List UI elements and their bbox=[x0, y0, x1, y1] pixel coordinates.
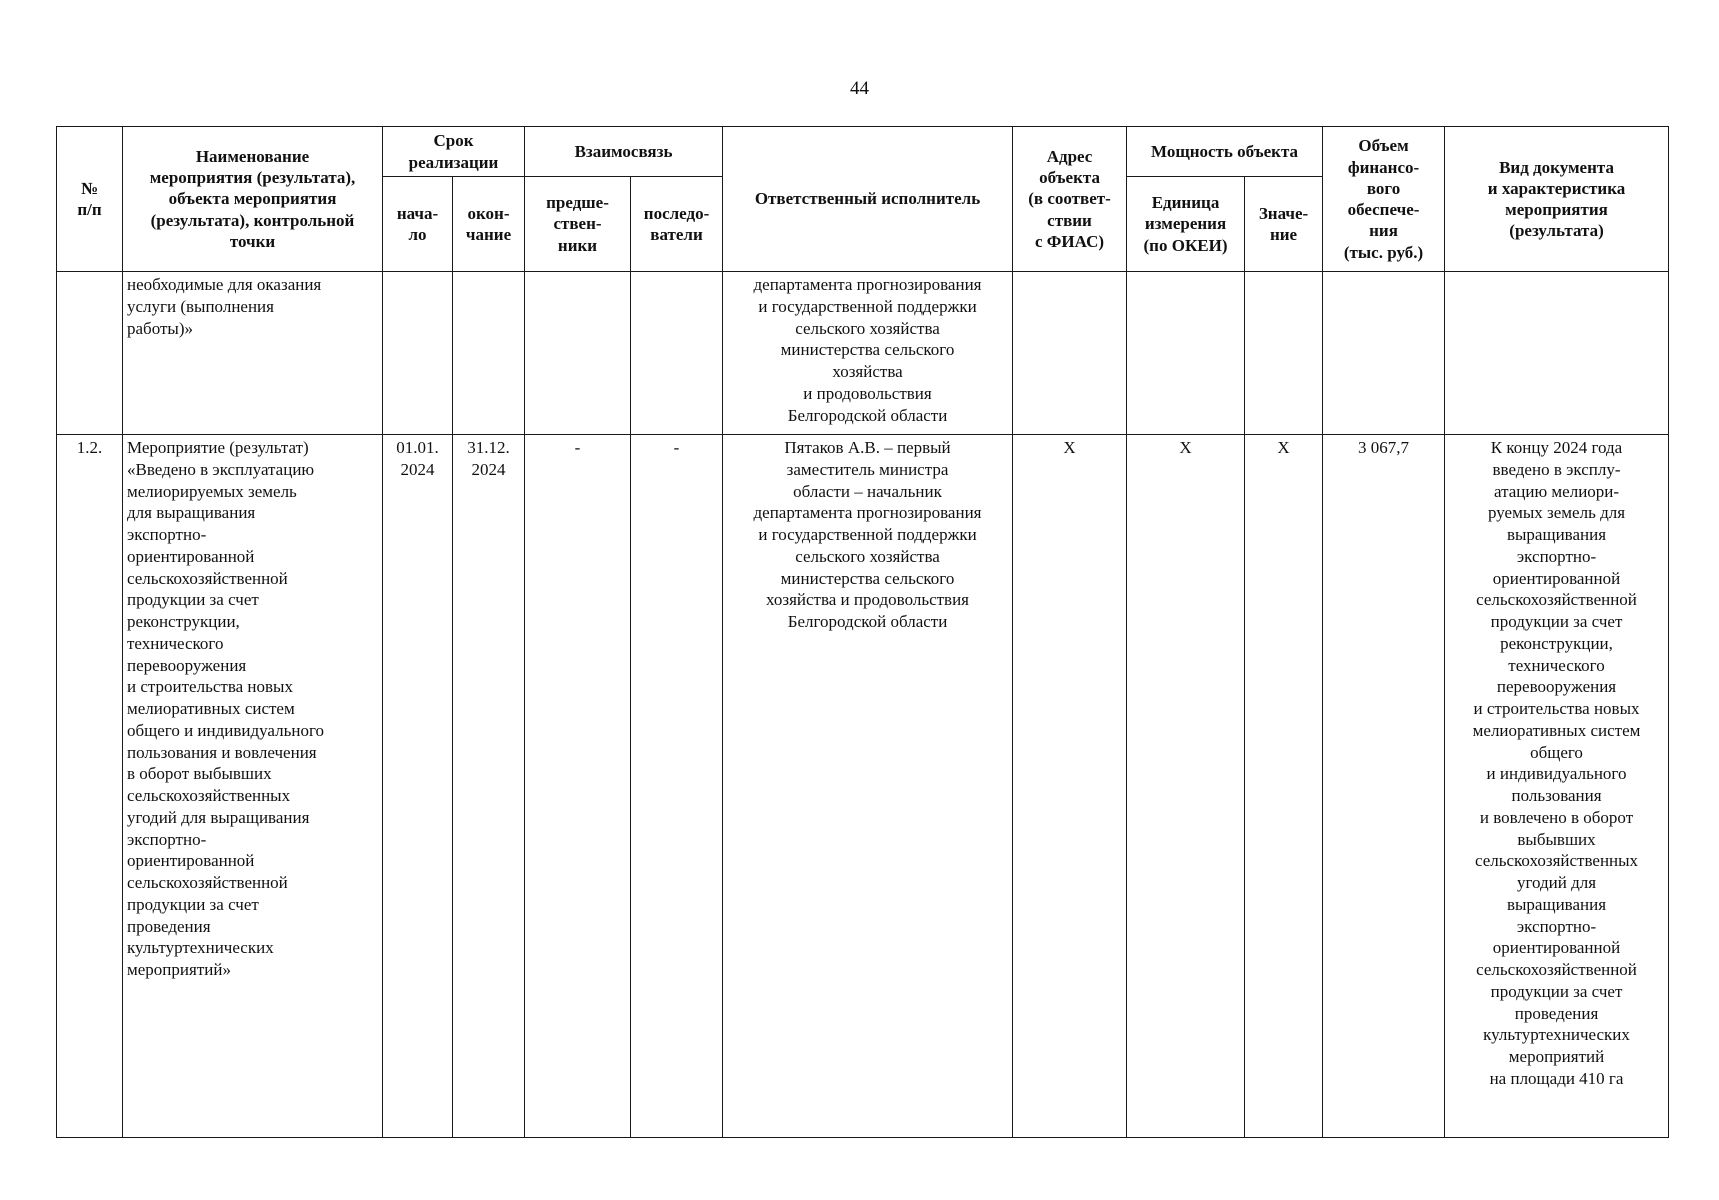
cell-address bbox=[1013, 272, 1127, 435]
cell-next bbox=[631, 272, 723, 435]
col-header-num: № п/п bbox=[57, 127, 123, 272]
cell-num: 1.2. bbox=[57, 435, 123, 1138]
cell-executor: Пятаков А.В. – первый заместитель министра области – начальник департамента прогнозирования и государственной поддержки сельского хозяйства министерства сельского хозяйства и продовольствия Белгородской области bbox=[723, 435, 1013, 1138]
col-header-capacity: Мощность объекта bbox=[1127, 127, 1323, 177]
cell-value bbox=[1245, 272, 1323, 435]
cell-value: Х bbox=[1245, 435, 1323, 1138]
cell-unit bbox=[1127, 272, 1245, 435]
cell-start: 01.01. 2024 bbox=[383, 435, 453, 1138]
cell-executor: департамента прогнозирования и государственной поддержки сельского хозяйства министерства сельского хозяйства и продовольствия Белгородской области bbox=[723, 272, 1013, 435]
cell-address: Х bbox=[1013, 435, 1127, 1138]
col-header-capacity-unit: Единица измерения (по ОКЕИ) bbox=[1127, 177, 1245, 272]
table-row bbox=[57, 435, 1669, 1138]
cell-doc bbox=[1445, 272, 1669, 435]
cell-doc: К концу 2024 года введено в эксплу- атацию мелиори- руемых земель для выращивания экспортно- ориентированной сельскохозяйственной продукции за счет реконструкции, технического перевооружения и строительства новых мелиоративных систем общего и индивидуального пользования и вовлечено в оборот выбывших сельскохозяйственных угодий для выращивания экспортно- ориентированной сельскохозяйственной продукции за счет проведения культуртехнических мероприятий на площади 410 га bbox=[1445, 435, 1669, 1138]
cell-num bbox=[57, 272, 123, 435]
col-header-link: Взаимосвязь bbox=[525, 127, 723, 177]
col-header-finance: Объем финансо- вого обеспече- ния (тыс. руб.) bbox=[1323, 127, 1445, 272]
col-header-executor: Ответственный исполнитель bbox=[723, 127, 1013, 272]
measures-table bbox=[56, 126, 1669, 1138]
cell-prev: - bbox=[525, 435, 631, 1138]
cell-finance bbox=[1323, 272, 1445, 435]
table-row bbox=[57, 272, 1669, 435]
header-row-1 bbox=[57, 127, 1669, 177]
col-header-address: Адрес объекта (в соответ- ствии с ФИАС) bbox=[1013, 127, 1127, 272]
cell-finance: 3 067,7 bbox=[1323, 435, 1445, 1138]
col-header-period-end: окон- чание bbox=[453, 177, 525, 272]
cell-start bbox=[383, 272, 453, 435]
col-header-capacity-value: Значе- ние bbox=[1245, 177, 1323, 272]
cell-end: 31.12. 2024 bbox=[453, 435, 525, 1138]
page-number: 44 bbox=[850, 78, 869, 99]
col-header-link-prev: предше- ствен- ники bbox=[525, 177, 631, 272]
cell-prev bbox=[525, 272, 631, 435]
col-header-link-next: последо- ватели bbox=[631, 177, 723, 272]
cell-name: Мероприятие (результат) «Введено в эксплуатацию мелиорируемых земель для выращивания экспортно- ориентированной сельскохозяйственной продукции за счет реконструкции, технического перевооружения и строительства новых мелиоративных систем общего и индивидуального пользования и вовлечения в оборот выбывших сельскохозяйственных угодий для выращивания экспортно- ориентированной сельскохозяйственной продукции за счет проведения культуртехнических мероприятий» bbox=[123, 435, 383, 1138]
col-header-period: Срок реализации bbox=[383, 127, 525, 177]
cell-end bbox=[453, 272, 525, 435]
col-header-name: Наименование мероприятия (результата), объекта мероприятия (результата), контрольной точки bbox=[123, 127, 383, 272]
col-header-period-start: нача- ло bbox=[383, 177, 453, 272]
col-header-doc-type: Вид документа и характеристика мероприятия (результата) bbox=[1445, 127, 1669, 272]
cell-next: - bbox=[631, 435, 723, 1138]
cell-name: необходимые для оказания услуги (выполнения работы)» bbox=[123, 272, 383, 435]
cell-unit: Х bbox=[1127, 435, 1245, 1138]
